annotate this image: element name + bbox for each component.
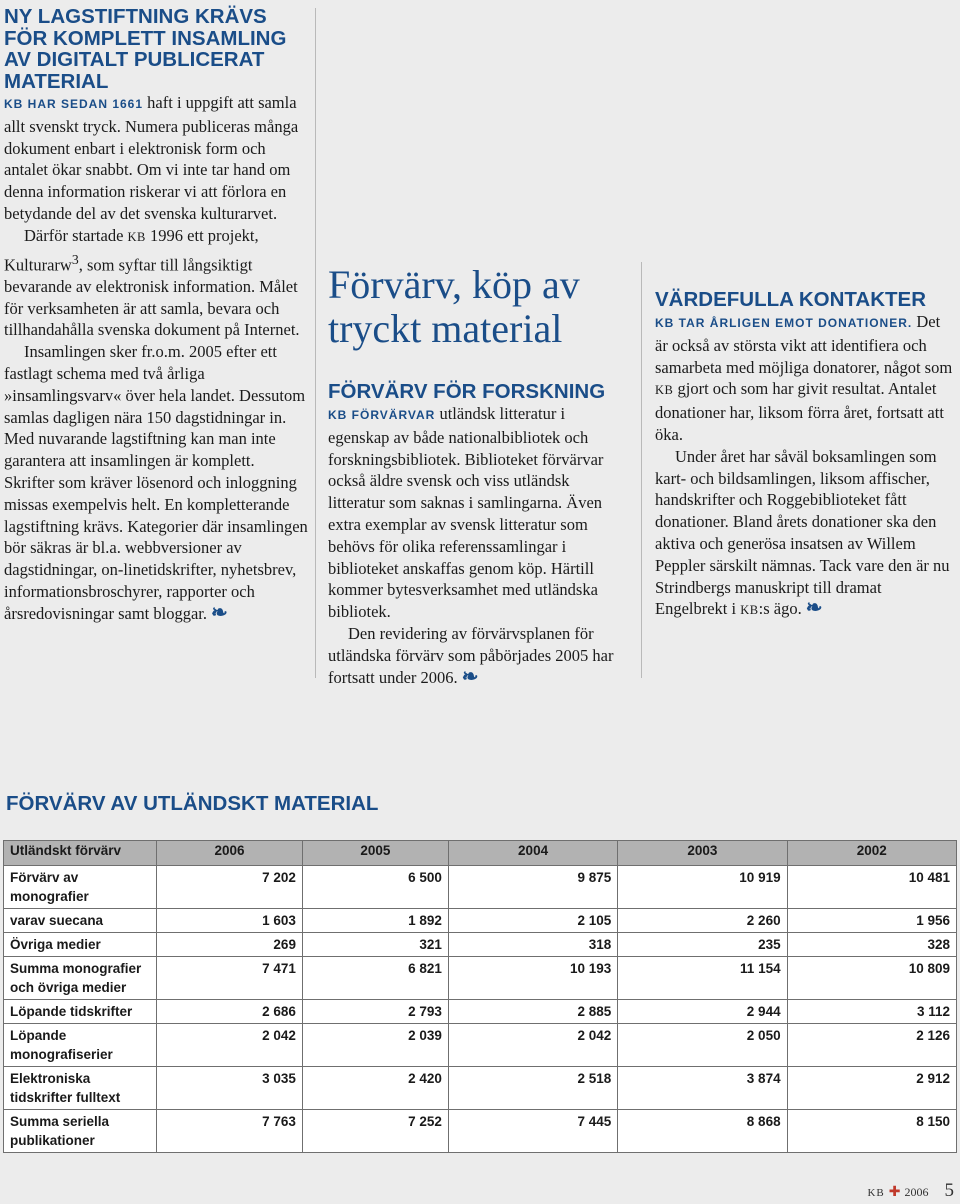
table-cell: 7 445 bbox=[448, 1110, 617, 1153]
table-cell: 2 885 bbox=[448, 1000, 617, 1024]
paragraph: Insamlingen sker fr.o.m. 2005 efter ett fastlagt schema med två årliga »insamlingsvarv« över hela landet. Dessutom samlas dagligen nära 150 dagstidningar in. Med nuvarande lagstiftning kan man inte garantera att insamlingen är komplett. Skrifter som kräver lösenord och inloggning missas exempelvis helt. En kompletterande lagstiftning krävs. Kategorier där insamlingen bör säkras är bl.a. webbversioner av dagstidningar, on-linetidskrifter, nyhetsbrev, informationsbroschyrer, rapporter och årsredovisningar samt bloggar. ❧ bbox=[4, 342, 308, 624]
column-divider bbox=[315, 8, 316, 678]
table-cell: 3 112 bbox=[787, 1000, 956, 1024]
table-cell: 3 874 bbox=[618, 1067, 787, 1110]
table-cell: 2 042 bbox=[448, 1024, 617, 1067]
heading-vardefulla-kontakter: VÄRDEFULLA KONTAKTER bbox=[655, 288, 927, 311]
table-cell: 10 481 bbox=[787, 866, 956, 909]
table-cell: 2 105 bbox=[448, 909, 617, 933]
table-cell: 11 154 bbox=[618, 957, 787, 1000]
column-header: Utländskt förvärv bbox=[4, 841, 157, 866]
end-ornament-icon: ❧ bbox=[805, 597, 823, 620]
lead-in: KB TAR ÅRLIGEN EMOT DONATIONER. bbox=[655, 316, 913, 330]
footer-kb: KB bbox=[867, 1187, 885, 1199]
end-ornament-icon: ❧ bbox=[211, 601, 228, 624]
section-title-forvarv: Förvärv, köp av tryckt material bbox=[328, 262, 580, 351]
paragraph: Under året har såväl boksamlingen som kart- och bildsamlingen, liksom affischer, handskrifter och Roggebiblioteket fått donationer. Bland årets donationer ska den aktiva och generösa insatsen av Willem Peppler särskilt nämnas. Tack vare den är nu Strindbergs manuskript till dramat Engelbrekt i KB:s ägo. ❧ bbox=[655, 446, 950, 620]
table-cell: 7 763 bbox=[157, 1110, 303, 1153]
column-left bbox=[4, 0, 309, 625]
table-header-row bbox=[4, 841, 957, 866]
table-cell: 6 821 bbox=[302, 957, 448, 1000]
column-header: 2006 bbox=[157, 841, 303, 866]
table-row bbox=[4, 866, 957, 909]
table-cell: 2 126 bbox=[787, 1024, 956, 1067]
table-row bbox=[4, 1000, 957, 1024]
paragraph: Därför startade KB 1996 ett projekt, Kulturarw$^3$, som syftar till långsiktigt bevarande av elektronisk information. Målet för verksamheten är att samla, bevara och tillhandahålla svenska dokument på Internet. bbox=[4, 225, 300, 340]
table-cell: 9 875 bbox=[448, 866, 617, 909]
table-cell: 321 bbox=[302, 933, 448, 957]
table-cell: 328 bbox=[787, 933, 956, 957]
table-title: FÖRVÄRV AV UTLÄNDSKT MATERIAL bbox=[6, 792, 379, 815]
table-cell: 2 912 bbox=[787, 1067, 956, 1110]
table-cell: 10 919 bbox=[618, 866, 787, 909]
table-cell: 2 050 bbox=[618, 1024, 787, 1067]
paragraph: KB HAR SEDAN 1661 haft i uppgift att samla allt svenskt tryck. Numera publiceras många dokument enbart i elektronisk form och antalet ökar snabbt. Om vi inte tar hand om denna information riskerar vi att förlora en betydande del av det svenska kulturarvet. bbox=[4, 93, 299, 223]
table-row bbox=[4, 1110, 957, 1153]
end-ornament-icon: ❧ bbox=[461, 665, 479, 688]
table-cell: 2 518 bbox=[448, 1067, 617, 1110]
table-cell: 2 260 bbox=[618, 909, 787, 933]
lead-in: KB FÖRVÄRVAR bbox=[328, 408, 436, 422]
table-cell: 269 bbox=[157, 933, 303, 957]
table-cell: 1 956 bbox=[787, 909, 956, 933]
table-cell: 235 bbox=[618, 933, 787, 957]
table-cell: 8 868 bbox=[618, 1110, 787, 1153]
table-cell: 1 603 bbox=[157, 909, 303, 933]
table-cell: 2 039 bbox=[302, 1024, 448, 1067]
table-row bbox=[4, 1024, 957, 1067]
table-cell: 10 193 bbox=[448, 957, 617, 1000]
table-cell: 10 809 bbox=[787, 957, 956, 1000]
table-row bbox=[4, 909, 957, 933]
table-cell: 1 892 bbox=[302, 909, 448, 933]
table-cell: 3 035 bbox=[157, 1067, 303, 1110]
table-cell: 2 420 bbox=[302, 1067, 448, 1110]
table-cell: 2 793 bbox=[302, 1000, 448, 1024]
page-number: 5 bbox=[944, 1180, 954, 1201]
column-header: 2004 bbox=[448, 841, 617, 866]
table-row bbox=[4, 957, 957, 1000]
table-row bbox=[4, 933, 957, 957]
row-label: Övriga medier bbox=[4, 933, 157, 957]
row-label: Elektroniska tidskrifter fulltext bbox=[4, 1067, 157, 1110]
column-header: 2003 bbox=[618, 841, 787, 866]
footer-year: 2006 bbox=[904, 1185, 929, 1199]
table-cell: 7 252 bbox=[302, 1110, 448, 1153]
table-cell: 7 471 bbox=[157, 957, 303, 1000]
heading-forvarv-for-forskning: FÖRVÄRV FÖR FORSKNING bbox=[328, 380, 606, 403]
table-cell: 7 202 bbox=[157, 866, 303, 909]
column-header: 2005 bbox=[302, 841, 448, 866]
paragraph: KB FÖRVÄRVAR utländsk litteratur i egenskap av både nationalbibliotek och forskningsbibliotek. Biblioteket förvärvar också äldre svensk och viss utländsk litteratur som saknas i samlingarna. Även extra exemplar av svensk litteratur som behövs för olika referenssamlingar i biblioteket anskaffas genom köp. Härtill kommer bytesverksamhet med utländska bibliotek. bbox=[328, 404, 604, 622]
paragraph: KB TAR ÅRLIGEN EMOT DONATIONER. Det är också av största vikt att identifiera och samarbeta med möjliga donatorer, något som KB gjort och som har givit resultat. Antalet donationer har, liksom förra året, fortsatt att öka. bbox=[655, 312, 953, 444]
row-label: Löpande tidskrifter bbox=[4, 1000, 157, 1024]
column-right bbox=[655, 0, 955, 622]
cross-icon: ✚ bbox=[888, 1185, 901, 1200]
table-cell: 2 686 bbox=[157, 1000, 303, 1024]
row-label: Summa monografier och övriga medier bbox=[4, 957, 157, 1000]
heading-ny-lagstiftning: NY LAGSTIFTNING KRÄVS FÖR KOMPLETT INSAMLING AV DIGITALT PUBLICERAT MATERIAL bbox=[4, 5, 287, 93]
row-label: varav suecana bbox=[4, 909, 157, 933]
table-cell: 318 bbox=[448, 933, 617, 957]
lead-in: KB HAR SEDAN 1661 bbox=[4, 97, 144, 111]
column-header: 2002 bbox=[787, 841, 956, 866]
row-label: Löpande monografiserier bbox=[4, 1024, 157, 1067]
table-cell: 6 500 bbox=[302, 866, 448, 909]
table-cell: 2 944 bbox=[618, 1000, 787, 1024]
paragraph: Den revidering av förvärvsplanen för utländska förvärv som påbörjades 2005 har fortsatt under 2006. ❧ bbox=[328, 623, 614, 688]
table-cell: 8 150 bbox=[787, 1110, 956, 1153]
table-row bbox=[4, 1067, 957, 1110]
row-label: Summa seriella publikationer bbox=[4, 1110, 157, 1153]
column-middle bbox=[328, 0, 630, 688]
page-footer bbox=[867, 1180, 954, 1202]
acquisition-table bbox=[3, 840, 957, 1153]
column-divider bbox=[641, 262, 642, 678]
table-cell: 2 042 bbox=[157, 1024, 303, 1067]
row-label: Förvärv av monografier bbox=[4, 866, 157, 909]
